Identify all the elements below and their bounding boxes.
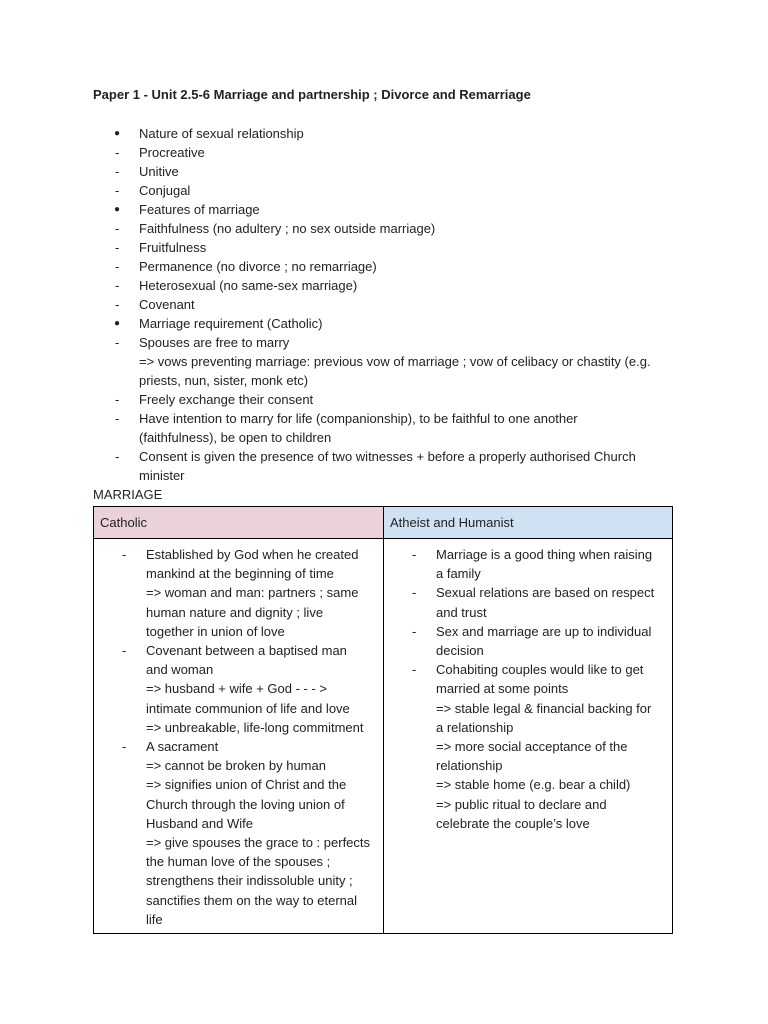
dash-marker: - <box>115 297 120 312</box>
list-item <box>384 622 672 660</box>
text-line: a family <box>436 566 481 582</box>
dash-marker: - <box>122 739 127 755</box>
list-item-text <box>146 737 378 929</box>
text-line: Faithfulness (no adultery ; no sex outside marriage) <box>139 221 436 236</box>
dash-marker: - <box>115 145 120 160</box>
text-line: Sexual relations are based on respect <box>436 585 655 601</box>
dash-marker: - <box>115 183 120 198</box>
text-line: => signifies union of Christ and the <box>146 777 347 793</box>
text-line: Church through the loving union of <box>146 796 345 812</box>
dash-marker: - <box>115 449 120 464</box>
outline-item-text <box>139 447 679 485</box>
outline-item <box>93 143 693 162</box>
bullet-marker: ● <box>114 128 121 139</box>
outline-item-text <box>139 314 679 333</box>
text-line: married at some points <box>436 681 569 697</box>
text-line: a relationship <box>436 719 514 735</box>
dash-marker: - <box>115 411 120 426</box>
outline-item-text <box>139 143 679 162</box>
text-line: => husband + wife + God - - - > <box>146 681 328 697</box>
list-item <box>94 737 383 929</box>
outline-item <box>93 219 693 238</box>
outline-item <box>93 200 693 219</box>
text-line: human nature and dignity ; live <box>146 604 324 620</box>
text-line: Heterosexual (no same-sex marriage) <box>139 278 358 293</box>
text-line: the human love of the spouses ; <box>146 854 331 870</box>
text-line: intimate communion of life and love <box>146 700 350 716</box>
outline-item <box>93 390 693 409</box>
humanist-header: Atheist and Humanist <box>384 507 672 539</box>
outline-item <box>93 276 693 295</box>
outline-item-text <box>139 333 679 390</box>
outline-item <box>93 124 693 143</box>
bullet-marker: ● <box>114 318 121 329</box>
list-item <box>94 641 383 737</box>
humanist-list <box>384 539 672 833</box>
text-line: Fruitfulness <box>139 240 207 255</box>
list-item-text <box>436 545 668 583</box>
outline-item <box>93 238 693 257</box>
dash-marker: - <box>412 662 417 678</box>
dash-marker: - <box>412 623 417 639</box>
text-line: strengthens their indissoluble unity ; <box>146 873 353 889</box>
dash-marker: - <box>412 585 417 601</box>
outline-item <box>93 257 693 276</box>
text-line: Procreative <box>139 145 205 160</box>
text-line: => woman and man: partners ; same <box>146 585 359 601</box>
text-line: and trust <box>436 604 487 620</box>
outline-item-text <box>139 200 679 219</box>
outline-item <box>93 447 693 485</box>
text-line: A sacrament <box>146 739 219 755</box>
text-line: Unitive <box>139 164 179 179</box>
dash-marker: - <box>122 547 127 562</box>
list-item <box>384 583 672 621</box>
list-item-text <box>146 545 378 641</box>
outline-item-text <box>139 162 679 181</box>
outline-item-text <box>139 238 679 257</box>
outline-item <box>93 314 693 333</box>
page-title: Paper 1 - Unit 2.5-6 Marriage and partnership ; Divorce and Remarriage <box>93 87 531 102</box>
outline-item-text <box>139 257 679 276</box>
list-item <box>384 660 672 833</box>
text-line: Sex and marriage are up to individual <box>436 623 652 639</box>
text-line: => public ritual to declare and <box>436 796 607 812</box>
dash-marker: - <box>115 335 120 350</box>
catholic-list <box>94 539 383 929</box>
dash-marker: - <box>115 392 120 407</box>
outline-item <box>93 162 693 181</box>
text-line: Marriage is a good thing when raising <box>436 547 653 562</box>
text-line: Husband and Wife <box>146 815 253 831</box>
text-line: Covenant between a baptised man <box>146 643 347 659</box>
text-line: Consent is given the presence of two witnesses + before a properly authorised Church <box>139 449 636 464</box>
outline-item <box>93 181 693 200</box>
outline-item-text <box>139 295 679 314</box>
text-line: => vows preventing marriage: previous vow of marriage ; vow of celibacy or chastity (e.g. <box>139 354 651 369</box>
text-line: celebrate the couple’s love <box>436 815 590 831</box>
text-line: Permanence (no divorce ; no remarriage) <box>139 259 377 274</box>
text-line: Features of marriage <box>139 202 260 217</box>
list-item-text <box>436 622 668 660</box>
outline-item-text <box>139 409 679 447</box>
outline-item-text <box>139 390 679 409</box>
text-line: => more social acceptance of the <box>436 739 628 755</box>
text-line: Nature of sexual relationship <box>139 126 304 141</box>
text-line: Spouses are free to marry <box>139 335 290 350</box>
text-line: Conjugal <box>139 183 191 198</box>
outline-item-text <box>139 181 679 200</box>
text-line: => cannot be broken by human <box>146 758 326 774</box>
outline-item-text <box>139 124 679 143</box>
text-line: priests, nun, sister, monk etc) <box>139 373 309 388</box>
text-line: minister <box>139 468 185 483</box>
catholic-header: Catholic <box>94 507 383 539</box>
comparison-table <box>93 506 673 934</box>
section-label: MARRIAGE <box>93 487 163 502</box>
text-line: and woman <box>146 662 214 678</box>
text-line: mankind at the beginning of time <box>146 566 334 582</box>
text-line: life <box>146 911 163 927</box>
outline-item <box>93 295 693 314</box>
dash-marker: - <box>122 643 127 659</box>
catholic-column <box>94 507 384 933</box>
text-line: Have intention to marry for life (companionship), to be faithful to one another <box>139 411 578 426</box>
bullet-marker: ● <box>114 204 121 215</box>
outline-item <box>93 333 693 390</box>
text-line: Established by God when he created <box>146 547 359 562</box>
dash-marker: - <box>115 259 120 274</box>
list-item <box>94 545 383 641</box>
text-line: sanctifies them on the way to eternal <box>146 892 358 908</box>
outline-item <box>93 409 693 447</box>
text-line: => stable legal & financial backing for <box>436 700 652 716</box>
text-line: decision <box>436 643 484 659</box>
text-line: => give spouses the grace to : perfects <box>146 835 371 851</box>
list-item-text <box>146 641 378 737</box>
humanist-column <box>384 507 672 933</box>
dash-marker: - <box>115 240 120 255</box>
text-line: => stable home (e.g. bear a child) <box>436 777 631 793</box>
topic-outline <box>93 124 693 485</box>
text-line: Marriage requirement (Catholic) <box>139 316 323 331</box>
text-line: (faithfulness), be open to children <box>139 430 332 445</box>
dash-marker: - <box>115 221 120 236</box>
outline-item-text <box>139 219 679 238</box>
list-item <box>384 545 672 583</box>
dash-marker: - <box>115 278 120 293</box>
text-line: Cohabiting couples would like to get <box>436 662 644 678</box>
text-line: => unbreakable, life-long commitment <box>146 719 364 735</box>
dash-marker: - <box>115 164 120 179</box>
list-item-text <box>436 583 668 621</box>
text-line: Freely exchange their consent <box>139 392 314 407</box>
text-line: together in union of love <box>146 623 285 639</box>
text-line: Covenant <box>139 297 195 312</box>
text-line: relationship <box>436 758 503 774</box>
dash-marker: - <box>412 547 417 562</box>
list-item-text <box>436 660 668 833</box>
outline-item-text <box>139 276 679 295</box>
